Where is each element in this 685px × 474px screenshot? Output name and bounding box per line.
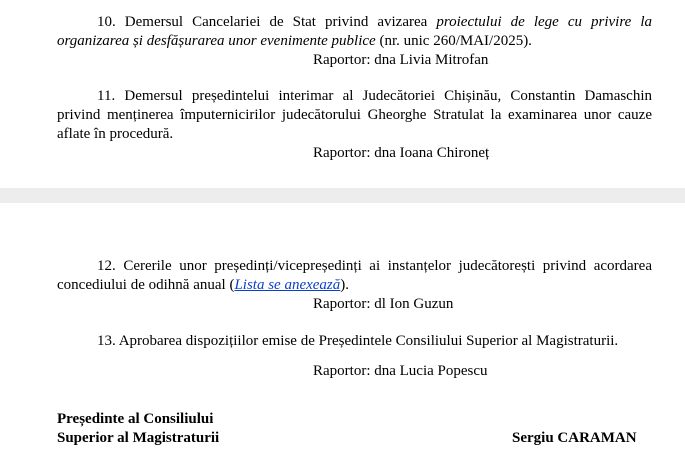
agenda-item-text bbox=[57, 13, 652, 51]
agenda-item-text bbox=[57, 87, 652, 144]
item-text-italic: proiectului de lege cu privire la organizarea și desfășurarea unor evenimente publice bbox=[57, 14, 652, 49]
agenda-item-11 bbox=[57, 87, 652, 163]
signature-title bbox=[57, 410, 219, 448]
item-text-before: Cererile unor președinți/vicepreședinți ai instanțelor judecătorești privind acordarea concediului de odihnă anual bbox=[57, 258, 652, 293]
item-number: 10. bbox=[97, 14, 116, 30]
rapporteur: Raportor: dna Livia Mitrofan bbox=[313, 52, 489, 68]
rapporteur: Raportor: dna Ioana Chironeț bbox=[313, 145, 490, 161]
item-text-before: Demersul Cancelariei de Stat privind avizarea bbox=[124, 14, 428, 30]
annex-list-link[interactable]: Lista se anexează bbox=[234, 277, 341, 293]
item-text-after: (nr. unic 260/MAI/2025). bbox=[379, 33, 532, 49]
agenda-item-text bbox=[57, 332, 652, 351]
item-text: Demersul președintelui interimar al Judecătoriei Chișinău, Constantin Damaschin privind menținerea împuternicirilor judecătorului Gheorghe Stratulat la examinarea unor cauze aflate în procedură. bbox=[57, 88, 653, 142]
rapporteur: Raportor: dna Lucia Popescu bbox=[313, 363, 488, 379]
item-text: Aprobarea dispozițiilor emise de Președintele Consiliului Superior al Magistraturii. bbox=[118, 333, 619, 349]
item-number: 13. bbox=[97, 333, 116, 349]
signature-title-line2: Superior al Magistraturii bbox=[57, 430, 220, 446]
agenda-item-10 bbox=[57, 13, 652, 70]
link-open-paren: ( bbox=[229, 277, 235, 293]
link-close-paren: ). bbox=[340, 277, 350, 293]
rapporteur: Raportor: dl Ion Guzun bbox=[313, 296, 454, 312]
item-number: 11. bbox=[97, 88, 116, 104]
item-number: 12. bbox=[97, 258, 116, 274]
agenda-item-text bbox=[57, 257, 652, 295]
signature-title-line1: Președinte al Consiliului bbox=[57, 411, 214, 427]
agenda-item-12 bbox=[57, 257, 652, 314]
agenda-item-13 bbox=[57, 332, 652, 381]
page-separator bbox=[0, 188, 685, 203]
signature-name: Sergiu CARAMAN bbox=[512, 430, 637, 446]
